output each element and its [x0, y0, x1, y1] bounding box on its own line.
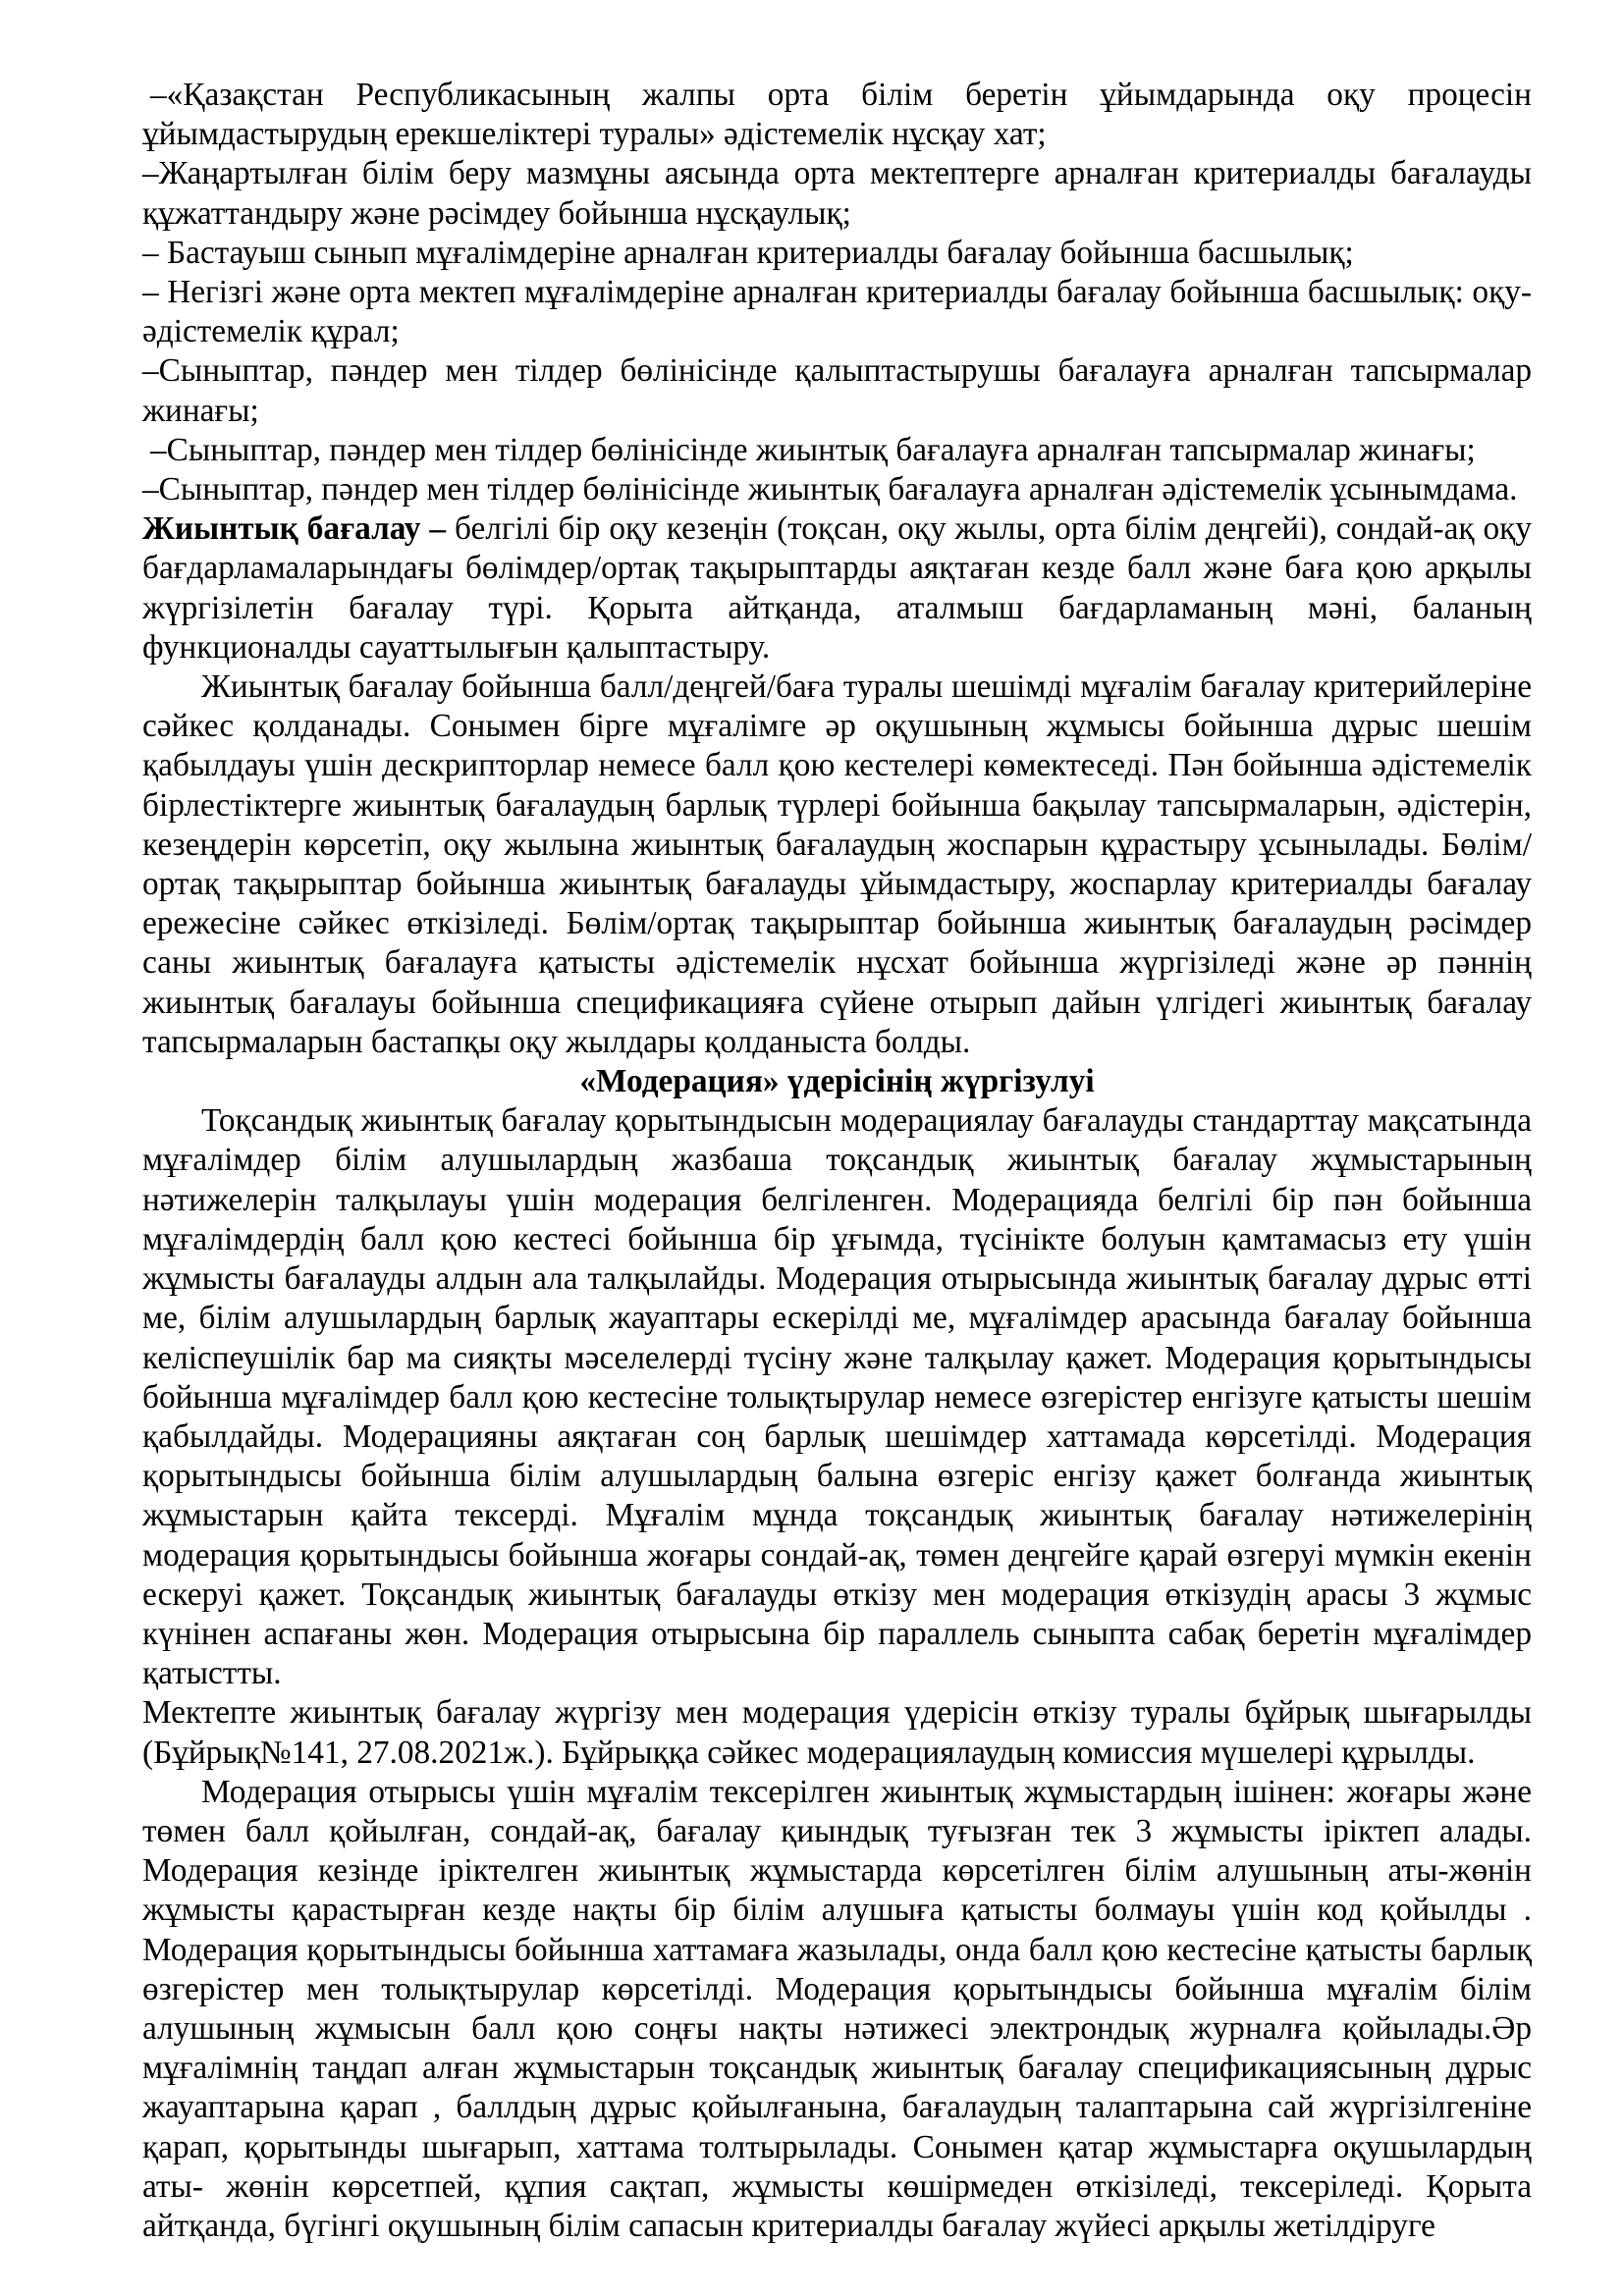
text-run: –«Қазақстан Республикасының жалпы орта білім беретін ұйымдарында оқу процесін ұйымдастырудың ерекшеліктері туралы» әдістемелік нұсқау хат; — [142, 77, 1532, 153]
text-run: –Сыныптар, пәндер мен тілдер бөлінісінде жиынтық бағалауға арналған әдістемелік ұсынымдама. — [142, 471, 1518, 508]
list-item-primary-teachers-guide — [142, 234, 1532, 273]
text-run: – Бастауыш сынып мұғалімдеріне арналған критериалды бағалау бойынша басшылық; — [142, 234, 1354, 271]
text-run: белгілі бір оқу кезеңін (тоқсан, оқу жылы, орта білім деңгейі), сондай-ақ оқу бағдарламаларындағы бөлімдер/ортақ тақырыптарды аяқтаған кезде балл және баға қою арқылы жүргізілетін бағалау түрі. Қорыта айтқанда, аталмыш бағдарламаның мәні, баланың функционалды сауаттылығын қалыптастыру. — [142, 510, 1532, 666]
list-item-instructional-letter — [142, 76, 1532, 154]
list-item-secondary-teachers-guide — [142, 273, 1532, 351]
text-run: – Негізгі және орта мектеп мұғалімдеріне арналған критериалды бағалау бойынша басшылық: оқу-әдістемелік құрал; — [142, 274, 1532, 350]
bold-text-run: Жиынтық бағалау – — [142, 510, 455, 548]
paragraph-moderation-session-details — [142, 1773, 1532, 2246]
bold-text-run: «Модерация» үдерісінің жүргізулуі — [579, 1063, 1095, 1100]
paragraph-summative-assessment-process — [142, 667, 1532, 1062]
paragraph-school-order — [142, 1693, 1532, 1772]
text-run: –Сыныптар, пәндер мен тілдер бөлінісінде жиынтық бағалауға арналған тапсырмалар жинағы; — [150, 431, 1476, 468]
paragraph-moderation-process — [142, 1101, 1532, 1693]
section-heading-moderation — [142, 1062, 1532, 1101]
text-run: –Жаңартылған білім беру мазмұны аясында орта мектептерге арналған критериалды бағалауды құжаттандыру және рәсімдеу бойынша нұсқаулық; — [142, 155, 1532, 232]
text-run: –Сыныптар, пәндер мен тілдер бөлінісінде қалыптастырушы бағалауға арналған тапсырмалар жинағы; — [142, 352, 1532, 429]
text-run: Мектепте жиынтық бағалау жүргізу мен модерация үдерісін өткізу туралы бұйрық шығарылды (Бұйрық№141, 27.08.2021ж.). Бұйрыққа сәйкес модерациялаудың комиссия мүшелері құрылды. — [142, 1694, 1532, 1771]
page-body — [142, 76, 1532, 2246]
text-run: Тоқсандық жиынтық бағалау қорытындысын модерациялау бағалауды стандарттау мақсатында мұғалімдер білім алушылардың жазбаша тоқсандық жиынтық бағалау жұмыстарының нәтижелерін талқылауы үшін модерация белгіленген. Модерацияда белгілі бір пән бойынша мұғалімдердің балл қою кестесі бойынша бір ұғымда, түсінікте болуын қамтамасыз ету үшін жұмысты бағалауды алдын ала талқылайды. Модерация отырысында жиынтық бағалау дұрыс өтті ме, білім алушылардың барлық жауаптары ескерілді ме, мұғалімдер арасында бағалау бойынша келіспеушілік бар ма сияқты мәселелерді түсіну және талқылау қажет. Модерация қорытындысы бойынша мұғалімдер балл қою кестесіне толықтырулар немесе өзгерістер енгізуге қатысты шешім қабылдайды. Модерацияны аяқтаған соң барлық шешімдер хаттамада көрсетілді. Модерация қорытындысы бойынша білім алушылардың балына өзгеріс енгізу қажет болғанда жиынтық жұмыстарын қайта тексерді. Мұғалім мұнда тоқсандық жиынтық бағалау нәтижелерінің модерация қорытындысы бойынша жоғары сондай-ақ, төмен деңгейге қарай өзгеруі мүмкін екенін ескеруі қажет. Тоқсандық жиынтық бағалауды өткізу мен модерация өткізудің арасы 3 жұмыс күнінен аспағаны жөн. Модерация отырысына бір параллель сыныпта сабақ беретін мұғалімдер қатыстты. — [142, 1102, 1532, 1692]
list-item-formative-tasks-collection — [142, 351, 1532, 430]
list-item-documentation-guide — [142, 154, 1532, 233]
list-item-summative-tasks-collection — [142, 431, 1532, 470]
list-item-methodical-recommendation — [142, 470, 1532, 509]
text-run: Модерация отырысы үшін мұғалім тексерілген жиынтық жұмыстардың ішінен: жоғары және төмен балл қойылған, сондай-ақ, бағалау қиындық туғызған тек 3 жұмысты іріктеп алады. Модерация кезінде іріктелген жиынтық жұмыстарда көрсетілген білім алушының аты-жөнін жұмысты қарастырған кезде нақты бір білім алушыға қатысты болмауы үшін код қойылды . Модерация қорытындысы бойынша хаттамаға жазылады, онда балл қою кестесіне қатысты барлық өзгерістер мен толықтырулар көрсетілді. Модерация қорытындысы бойынша мұғалім білім алушының жұмысын балл қою соңғы нақты нәтижесі электрондық журналға қойылады.Әр мұғалімнің таңдап алған жұмыстарын тоқсандық жиынтық бағалау спецификациясының дұрыс жауаптарына қарап , баллдың дұрыс қойылғанына, бағалаудың талаптарына сай жүргізілгеніне қарап, қорытынды шығарып, хаттама толтырылады. Сонымен қатар жұмыстарға оқушылардың аты- жөнін көрсетпей, құпия сақтап, жұмысты көшірмеден өткізіледі, тексеріледі. Қорыта айтқанда, бүгінгі оқушының білім сапасын критериалды бағалау жүйесі арқылы жетілдіруге — [142, 1773, 1532, 2244]
text-run: Жиынтық бағалау бойынша балл/деңгей/баға туралы шешімді мұғалім бағалау критерийлеріне сәйкес қолданады. Сонымен бірге мұғалімге әр оқушының жұмысы бойынша дұрыс шешім қабылдауы үшін дескрипторлар немесе балл қою кестелері көмектеседі. Пән бойынша әдістемелік бірлестіктерге жиынтық бағалаудың барлық түрлері бойынша бақылау тапсырмаларын, әдістерін, кезеңдерін көрсетіп, оқу жылына жиынтық бағалаудың жоспарын құрастыру ұсынылады. Бөлім/ортақ тақырыптар бойынша жиынтық бағалауды ұйымдастыру, жоспарлау критериалды бағалау ережесіне сәйкес өткізіледі. Бөлім/ортақ тақырыптар бойынша жиынтық бағалаудың рәсімдер саны жиынтық бағалауға қатысты әдістемелік нұсхат бойынша жүргізіледі және әр пәннің жиынтық бағалауы бойынша спецификацияға сүйене отырып дайын үлгідегі жиынтық бағалау тапсырмаларын бастапқы оқу жылдары қолданыста болды. — [142, 668, 1532, 1060]
paragraph-summative-assessment-definition — [142, 509, 1532, 667]
